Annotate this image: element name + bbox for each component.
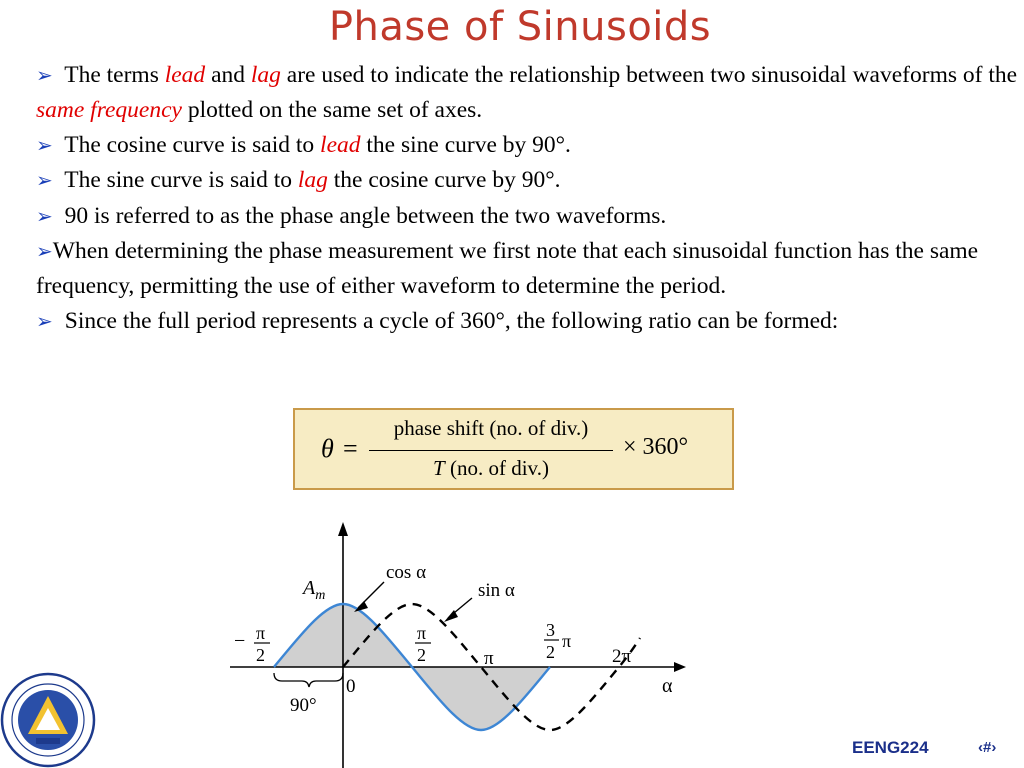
pi-half-den: 2 (417, 645, 426, 665)
phase-diagram (210, 518, 690, 768)
origin-label: 0 (346, 676, 356, 697)
term-lag: lag (297, 167, 328, 194)
formula-theta: θ (321, 434, 334, 463)
formula-numerator: phase shift (no. of div.) (393, 416, 589, 440)
phase-formula-box (293, 408, 734, 490)
bullet-1-text-4: plotted on the same set of axes. (181, 97, 483, 124)
bullet-5 (36, 234, 1024, 304)
bullet-list (36, 58, 1024, 339)
arrow-bullet-icon: ➢ (36, 205, 53, 228)
alpha-label: α (662, 675, 673, 697)
bullet-2 (36, 128, 1024, 163)
formula-equals: = (343, 434, 358, 463)
three-half-den: 2 (546, 642, 555, 662)
term-same-frequency: same frequency (36, 97, 182, 124)
bullet-6 (36, 304, 1024, 339)
arrow-bullet-icon: ➢ (36, 310, 53, 333)
sin-label: sin α (478, 580, 515, 601)
formula-multiplier: × 360° (623, 434, 689, 460)
neg-pi-num: π (256, 623, 266, 643)
bullet-3-text-2: the cosine curve by 90°. (327, 167, 561, 194)
slide-number: ‹#› (978, 739, 997, 756)
cos-label: cos α (386, 562, 427, 583)
bullet-4-text: 90 is referred to as the phase angle between the two waveforms. (64, 202, 667, 229)
bullet-5-text: When determining the phase measurement we first note that each sinusoidal function has the same frequency, permitting the use of either waveform to determine the period. (36, 238, 979, 300)
pi-label: π (484, 648, 494, 669)
bullet-3-text: The sine curve is said to (64, 167, 298, 194)
fraction-bar (369, 450, 613, 451)
course-code: EENG224 (852, 738, 929, 757)
bullet-6-text: Since the full period represents a cycle of 360°, the following ratio can be formed: (64, 307, 839, 334)
bullet-2-text-2: the sine curve by 90°. (360, 131, 571, 158)
arrow-bullet-icon: ➢ (36, 65, 53, 87)
bullet-2-text: The cosine curve is said to (64, 131, 321, 158)
arrow-bullet-icon: ➢ (36, 241, 53, 264)
arrow-bullet-icon: ➢ (36, 134, 53, 157)
term-lead: lead (320, 131, 361, 158)
arrow-bullet-icon: ➢ (36, 170, 53, 193)
three-half-num: 3 (546, 620, 555, 640)
pi-half-num: π (417, 623, 427, 643)
period-symbol: T (433, 456, 445, 480)
neg-pi-den: 2 (256, 645, 265, 665)
slide-title: Phase of Sinusoids (328, 4, 712, 50)
three-half-pi: π (562, 631, 572, 651)
two-pi-label: 2π (612, 646, 632, 667)
bullet-1-text: The terms (64, 62, 165, 88)
university-seal-logo (0, 672, 96, 768)
term-lag: lag (250, 62, 281, 88)
bullet-1 (36, 58, 1024, 128)
bullet-3 (36, 163, 1024, 198)
formula-denominator (369, 456, 613, 481)
bullet-4 (36, 199, 1024, 234)
alpha-axis-arrow-icon (674, 662, 686, 672)
amplitude-label: $A_m$ (303, 577, 326, 603)
bullet-1-text-2: and (205, 62, 251, 88)
amplitude-axis-arrow-icon (338, 522, 348, 536)
neg-sign: − (234, 630, 246, 652)
shift-bracket (274, 673, 343, 687)
shift-label: 90° (290, 695, 317, 716)
denominator-text: (no. of div.) (444, 456, 549, 480)
term-lead: lead (164, 62, 206, 88)
bullet-1-text-3: are used to indicate the relationship between two sinusoidal waveforms of the (280, 62, 1018, 88)
